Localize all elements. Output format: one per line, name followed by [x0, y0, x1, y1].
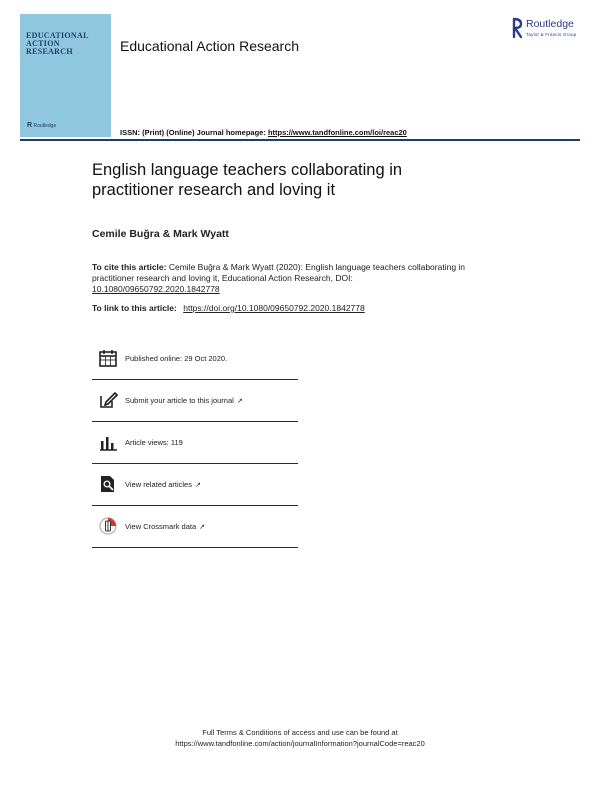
footer-terms-link[interactable]: https://www.tandfonline.com/action/journalInformation?journalCode=reac20 — [175, 739, 425, 748]
submit-row[interactable] — [92, 380, 298, 422]
article-link-line — [92, 303, 365, 313]
calendar-icon — [98, 348, 118, 368]
crossmark-row[interactable] — [92, 506, 298, 548]
publisher-tagline: Taylor & Francis Group — [526, 32, 577, 37]
issn-label: ISSN: (Print) (Online) Journal homepage: — [120, 128, 266, 137]
article-authors: Cemile Buğra & Mark Wyatt — [92, 228, 229, 240]
publisher-name: Routledge — [526, 18, 574, 30]
link-label: To link to this article: — [92, 303, 177, 313]
cite-label: To cite this article: — [92, 262, 167, 272]
article-views: Article views: 119 — [125, 438, 183, 447]
edit-icon — [98, 390, 118, 410]
document-search-icon — [98, 474, 118, 494]
published-date: Published online: 29 Oct 2020. — [125, 354, 228, 363]
footer-line-1: Full Terms & Conditions of access and use can be found at — [202, 728, 398, 737]
crossmark-icon — [98, 516, 118, 536]
cite-text: Cemile Buğra & Mark Wyatt (2020): English language teachers collaborating in practitioner research and loving it, Educational Action Research, DOI: — [92, 262, 466, 283]
external-link-icon: ↗ — [236, 398, 243, 405]
journal-homepage-link[interactable]: https://www.tandfonline.com/loi/reac20 — [267, 128, 407, 137]
related-row[interactable] — [92, 464, 298, 506]
crossmark-link[interactable]: View Crossmark data ↗ — [125, 522, 206, 531]
journal-cover — [20, 14, 111, 137]
cite-doi-link[interactable]: 10.1080/09650792.2020.1842778 — [92, 284, 220, 294]
header-rule — [20, 139, 580, 141]
external-link-icon: ↗ — [194, 482, 201, 489]
cover-title: EDUCATIONAL ACTION RESEARCH — [26, 31, 89, 56]
article-info-list — [92, 338, 298, 548]
related-articles-link[interactable]: View related articles ↗ — [125, 480, 201, 489]
journal-name: Educational Action Research — [120, 38, 299, 54]
submit-article-link[interactable]: Submit your article to this journal ↗ — [125, 396, 243, 405]
routledge-logo[interactable] — [512, 17, 588, 41]
article-doi-link[interactable]: https://doi.org/10.1080/09650792.2020.1842778 — [183, 303, 365, 313]
routledge-r-icon — [512, 17, 523, 39]
external-link-icon: ↗ — [199, 524, 206, 531]
issn-line — [120, 128, 407, 137]
cover-publisher-logo: R Routledge — [27, 122, 57, 129]
views-row — [92, 422, 298, 464]
published-row — [92, 338, 298, 380]
footer — [0, 727, 600, 749]
citation — [92, 262, 472, 295]
article-title: English language teachers collaborating in practitioner research and loving it — [92, 161, 403, 199]
bar-chart-icon — [98, 432, 118, 452]
